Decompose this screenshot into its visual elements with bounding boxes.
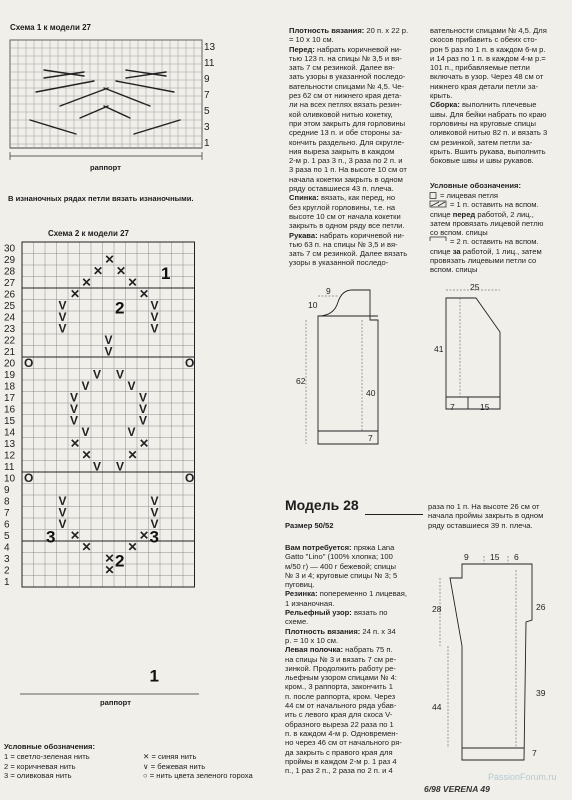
text-line: вательности спицами № 4,5. Для bbox=[430, 26, 547, 35]
dimension-label: 9 bbox=[464, 552, 469, 562]
row-number: 25 bbox=[4, 301, 16, 312]
text-line: Резинка: попеременно 1 лицевая, bbox=[285, 589, 407, 599]
text-line: Gatto "Lino" (100% хлопка; 100 bbox=[285, 552, 393, 562]
legend-line: = 1 п. оставить на вспом. bbox=[450, 200, 539, 210]
dimension-label: 26 bbox=[536, 602, 546, 612]
row-number: 11 bbox=[204, 58, 215, 69]
legend-line: спице за работой, 1 лиц., затем bbox=[430, 246, 542, 256]
dimension-label: 28 bbox=[432, 604, 442, 614]
legend-item: 1 = светло-зеленая нить bbox=[4, 752, 90, 761]
text-line: боковые швы и швы рукавов. bbox=[430, 156, 534, 166]
text-line: проймы в каждом 2-м р. 1 раз 4 bbox=[285, 756, 397, 766]
scheme2-title: Схема 2 к модели 27 bbox=[48, 229, 129, 238]
row-number: 16 bbox=[4, 404, 16, 416]
v-symbol-icon: V bbox=[150, 505, 159, 520]
legend-line: спице перед работой, 2 лиц., bbox=[430, 209, 534, 219]
scheme1-rapport: раппорт bbox=[90, 163, 121, 172]
x-symbol-icon: ✕ bbox=[70, 287, 81, 301]
dimension-label: 7 bbox=[532, 748, 537, 758]
dimension-label: 6 bbox=[514, 552, 519, 562]
scheme1-chart bbox=[8, 36, 230, 174]
circle-symbol-icon: O bbox=[24, 471, 34, 485]
row-number: 13 bbox=[204, 42, 216, 53]
text-line: вательности спицами № 4,5. Че- bbox=[289, 81, 404, 91]
page-number: 6/98 VERENA 49 bbox=[424, 784, 490, 794]
v-symbol-icon: V bbox=[150, 298, 159, 313]
dimension-label: 62 bbox=[296, 376, 306, 386]
text-line: № 3 и 4; круговые спицы № 3; 5 bbox=[285, 570, 398, 580]
text-line: Спинка: вязать, как перед, но bbox=[289, 193, 396, 203]
dimension-label: 15 bbox=[490, 552, 500, 562]
col2-text bbox=[289, 26, 408, 268]
legend-left bbox=[4, 752, 90, 781]
col3-text bbox=[430, 26, 547, 165]
model28-size: Размер 50/52 bbox=[285, 521, 334, 530]
x-symbol-icon: ✕ bbox=[81, 540, 92, 554]
v-symbol-icon: V bbox=[150, 310, 159, 324]
text-line: да закрыть с правого края для bbox=[285, 747, 393, 757]
v-symbol-icon: V bbox=[139, 402, 148, 416]
text-line: образного выреза 22 раза по 1 bbox=[285, 719, 394, 729]
text-line: льефным узором спицами № 4: bbox=[285, 673, 397, 683]
text-line: кром., 3 раппорта, закончить 1 bbox=[285, 682, 393, 692]
v-symbol-icon: V bbox=[116, 367, 125, 382]
text-line: тью 63 п. на спицы № 3,5 и вя- bbox=[289, 239, 398, 249]
text-line: 3 раза по 1 п. На высоте 10 см от bbox=[289, 165, 407, 175]
legend-item: 3 = оливковая нить bbox=[4, 771, 72, 780]
text-line: 2-м р. 1 раз 3 п., 3 раза по 2 п. и bbox=[289, 156, 403, 166]
text-line: Левая полочка: набрать 75 п. bbox=[285, 645, 393, 655]
v-symbol-icon: V bbox=[104, 333, 113, 347]
x-symbol-icon: ✕ bbox=[116, 264, 127, 278]
x-symbol-icon: ✕ bbox=[81, 275, 92, 290]
text-line: начала проймы закрыть в одном bbox=[428, 511, 544, 521]
row-number: 2 bbox=[4, 565, 10, 577]
x-symbol-icon: ✕ bbox=[104, 252, 115, 267]
text-line: рон 5 раз по 1 п. в каждом 6-м р. bbox=[430, 44, 546, 54]
text-line: зать 7 см резинкой. Далее вязать bbox=[289, 249, 408, 259]
v-symbol-icon: V bbox=[58, 505, 67, 520]
text-line: кончить раздельно. Для скругле- bbox=[289, 137, 405, 147]
v-symbol-icon: V bbox=[127, 379, 136, 393]
text-line: скосов прибавить с обеих сто- bbox=[430, 35, 538, 45]
row-number: 13 bbox=[4, 439, 16, 450]
text-line: см резинкой, затем петли за- bbox=[430, 137, 533, 147]
row-number: 3 bbox=[204, 122, 210, 133]
legend-item: 2 = коричневая нить bbox=[4, 761, 76, 771]
row-number: 4 bbox=[4, 542, 10, 554]
row-number: 1 bbox=[4, 577, 10, 588]
text-line: схеме. bbox=[285, 617, 309, 627]
x-symbol-icon: ✕ bbox=[139, 436, 150, 451]
col3-legend-title: Условные обозначения: bbox=[430, 181, 522, 190]
text-line: м/50 г) — 400 г бежевой; спицы bbox=[285, 561, 396, 571]
text-line: 1 изнаночная. bbox=[285, 598, 335, 608]
v-symbol-icon: V bbox=[116, 459, 125, 474]
v-symbol-icon: V bbox=[58, 517, 67, 531]
x-symbol-icon: ✕ bbox=[139, 287, 150, 301]
text-line: пуговиц. bbox=[285, 580, 315, 590]
row-number: 5 bbox=[204, 106, 210, 117]
text-line: = 10 х 10 см. bbox=[289, 35, 334, 45]
text-line: ряду оставшиеся 43 п. плеча. bbox=[289, 184, 394, 194]
v-symbol-icon: V bbox=[139, 413, 148, 428]
text-line: п. после раппорта, кром. Через bbox=[285, 691, 396, 701]
scheme1-note: В изнаночных рядах петли вязать изнаночными. bbox=[8, 194, 194, 203]
row-number: 9 bbox=[204, 74, 210, 85]
x-symbol-icon: ✕ bbox=[104, 563, 115, 577]
circle-symbol-icon: ○ bbox=[143, 771, 148, 780]
v-symbol-icon: V bbox=[70, 390, 79, 405]
text-line: тью 123 п. на спицы № 3,5 и вя- bbox=[289, 53, 402, 63]
row-number: 24 bbox=[4, 312, 16, 324]
legend-line: со вспом. спицы bbox=[430, 228, 488, 238]
text-line: 44 см от начального ряда убав- bbox=[285, 701, 397, 711]
row-number: 19 bbox=[4, 370, 16, 381]
color-label: 2 bbox=[115, 551, 125, 571]
text-line: р. = 10 х 10 см. bbox=[285, 635, 339, 645]
row-number: 7 bbox=[4, 508, 10, 519]
text-line: закрыть в одном ряду все петли. bbox=[289, 221, 405, 231]
text-line: оливковой нитью 82 п. и вязать 3 bbox=[430, 128, 548, 138]
row-number: 14 bbox=[4, 427, 16, 439]
text-line: начала кокетки закрыть в одном bbox=[289, 174, 403, 184]
legend-right bbox=[143, 752, 253, 781]
v-symbol-icon: V bbox=[150, 321, 159, 336]
x-symbol-icon: ✕ bbox=[81, 448, 92, 462]
text-line: высоте 10 см от начала кокетки bbox=[289, 211, 401, 221]
v-symbol-icon: V bbox=[70, 402, 79, 416]
text-line: включать в узор. Через 48 см от bbox=[430, 72, 544, 82]
color-label: 1 bbox=[161, 264, 171, 283]
v-symbol-icon: ∨ bbox=[143, 761, 149, 771]
scheme2-rapport: раппорт bbox=[100, 698, 131, 707]
v-symbol-icon: V bbox=[93, 367, 102, 382]
dimension-label: 25 bbox=[470, 284, 480, 292]
row-number: 7 bbox=[204, 90, 210, 101]
text-line: Сборка: выполнить плечевые bbox=[430, 100, 537, 110]
text-line: Плотность вязания: 20 п. х 22 р. bbox=[289, 26, 409, 35]
legend-title: Условные обозначения: bbox=[4, 742, 96, 751]
text-line: нижнего края детали петли за- bbox=[430, 81, 539, 91]
color-label: 1 bbox=[149, 666, 159, 686]
x-symbol-icon: ✕ bbox=[70, 528, 81, 543]
text-line: средние 13 п. и обе стороны за- bbox=[289, 128, 403, 138]
pattern-model27 bbox=[296, 284, 536, 456]
text-line: крыть. bbox=[430, 91, 453, 101]
pattern-model28 bbox=[428, 550, 558, 765]
v-symbol-icon: V bbox=[58, 298, 67, 313]
scheme2-chart bbox=[4, 240, 216, 720]
row-number: 27 bbox=[4, 278, 16, 289]
text-line: зать узоры в указанной последо- bbox=[289, 72, 406, 82]
model28-col3-text bbox=[428, 502, 543, 530]
row-number: 30 bbox=[4, 243, 16, 255]
row-number: 12 bbox=[4, 450, 16, 462]
v-symbol-icon: V bbox=[70, 413, 79, 428]
knit-stitch-icon bbox=[430, 193, 436, 199]
v-symbol-icon: V bbox=[81, 379, 90, 393]
row-number: 6 bbox=[4, 519, 10, 531]
x-symbol-icon: ✕ bbox=[127, 275, 138, 290]
text-line: раза по 1 п. На высоте 26 см от bbox=[428, 502, 540, 511]
dimension-label: 41 bbox=[434, 344, 444, 354]
row-number: 23 bbox=[4, 324, 16, 335]
v-symbol-icon: V bbox=[93, 459, 102, 474]
text-line: зинкой. Продолжить работу ре- bbox=[285, 663, 396, 673]
x-symbol-icon: ✕ bbox=[93, 264, 104, 278]
circle-symbol-icon: O bbox=[185, 471, 195, 485]
dimension-label: 39 bbox=[536, 688, 546, 698]
scheme1-title: Схема 1 к модели 27 bbox=[10, 23, 91, 32]
text-line: без круглой горловины, т.е. на bbox=[289, 202, 396, 212]
row-number: 29 bbox=[4, 255, 16, 266]
dimension-label: 15 bbox=[480, 402, 490, 412]
text-line: и 14 раз по 1 п. в каждом 4-м р.= bbox=[430, 53, 546, 63]
text-line: на спицы № 3 и вязать 7 см ре- bbox=[285, 654, 397, 664]
dimension-label: 7 bbox=[368, 433, 373, 443]
row-number: 15 bbox=[4, 416, 16, 427]
legend-line: провязать лицевыми петли со bbox=[430, 256, 537, 266]
dimension-label: 9 bbox=[326, 286, 331, 296]
legend-symbols bbox=[429, 191, 449, 241]
color-label: 2 bbox=[115, 298, 125, 318]
text-line: ния выреза закрыть в каждом bbox=[289, 146, 395, 156]
legend-item: = нить цвета зеленого гороха bbox=[149, 771, 253, 780]
legend-line: = 2 п. оставить на вспом. bbox=[450, 237, 539, 247]
v-symbol-icon: V bbox=[58, 494, 67, 508]
v-symbol-icon: V bbox=[58, 321, 67, 336]
text-line: рез 62 см от нижнего края дета- bbox=[289, 91, 402, 101]
model28-text bbox=[285, 543, 407, 775]
title-rule bbox=[365, 514, 423, 515]
legend-line: вспом. спицы bbox=[430, 265, 478, 275]
dimension-label: 40 bbox=[366, 388, 376, 398]
x-symbol-icon: ✕ bbox=[139, 528, 150, 543]
row-number: 18 bbox=[4, 381, 16, 393]
legend-item: = бежевая нить bbox=[150, 761, 206, 771]
text-line: Перед: набрать коричневой ни- bbox=[289, 44, 402, 54]
v-symbol-icon: V bbox=[104, 344, 113, 359]
v-symbol-icon: V bbox=[127, 425, 136, 439]
x-symbol-icon: ✕ bbox=[70, 436, 81, 451]
row-number: 1 bbox=[204, 138, 210, 149]
row-number: 10 bbox=[4, 473, 16, 485]
row-number: 21 bbox=[4, 347, 16, 358]
text-line: Рукава: набрать коричневой ни- bbox=[289, 230, 405, 240]
text-line: ли на всех петлях вязать резин- bbox=[289, 100, 402, 110]
cable-front-icon bbox=[430, 201, 446, 207]
row-number: 8 bbox=[4, 496, 10, 508]
x-symbol-icon: ✕ bbox=[127, 540, 138, 554]
text-line: ряду оставшиеся 39 п. плеча. bbox=[428, 520, 533, 530]
dimension-label: 10 bbox=[308, 300, 318, 310]
text-line: узоры в указанной последо- bbox=[289, 258, 389, 268]
model28-title: Модель 28 bbox=[285, 497, 359, 513]
color-label: 3 bbox=[149, 527, 159, 547]
dimension-label: 7 bbox=[450, 402, 455, 412]
row-number: 9 bbox=[4, 485, 10, 496]
text-line: 101 п., прибавляемые петли bbox=[430, 63, 530, 73]
row-number: 5 bbox=[4, 531, 10, 542]
text-line: ить с левого края для скоса V- bbox=[285, 710, 393, 720]
cable-back-icon bbox=[430, 237, 446, 241]
legend-line: = лицевая петля bbox=[440, 191, 499, 200]
circle-symbol-icon: O bbox=[185, 356, 195, 370]
text-line: зать 7 см резинкой. Далее вя- bbox=[289, 63, 395, 73]
dimension-label: 44 bbox=[432, 702, 442, 712]
v-symbol-icon: V bbox=[81, 425, 90, 439]
x-symbol-icon: ✕ bbox=[143, 752, 150, 761]
x-symbol-icon: ✕ bbox=[127, 448, 138, 462]
circle-symbol-icon: O bbox=[24, 356, 34, 370]
row-number: 20 bbox=[4, 358, 16, 370]
text-line: крыть. Вшить рукава, выполнить bbox=[430, 146, 546, 156]
row-number: 17 bbox=[4, 393, 16, 404]
color-label: 3 bbox=[46, 527, 56, 547]
row-number: 3 bbox=[4, 554, 10, 565]
text-line: п. в каждом 4-м р. Одновремен- bbox=[285, 728, 399, 738]
v-symbol-icon: V bbox=[150, 517, 159, 531]
text-line: швы. Для бейки набрать по краю bbox=[430, 109, 547, 119]
row-number: 22 bbox=[4, 335, 16, 347]
text-line: кой оливковой нитью кокетку, bbox=[289, 109, 393, 119]
text-line: но через 46 см от начального ря- bbox=[285, 738, 402, 748]
v-symbol-icon: V bbox=[150, 494, 159, 508]
row-number: 26 bbox=[4, 289, 16, 301]
row-number: 28 bbox=[4, 266, 16, 278]
watermark: PassionForum.ru bbox=[488, 772, 557, 782]
v-symbol-icon: V bbox=[58, 310, 67, 324]
text-line: Рельефный узор: вязать по bbox=[285, 608, 388, 618]
text-line: горловины на круговые спицы bbox=[430, 118, 536, 128]
text-line: при этом закрыть для горловины bbox=[289, 118, 406, 128]
legend-line: затем провязать лицевой петлю bbox=[430, 218, 544, 228]
v-symbol-icon: V bbox=[139, 390, 148, 405]
legend-item: = синяя нить bbox=[151, 752, 197, 761]
text-line: Вам потребуется: пряжа Lana bbox=[285, 543, 395, 552]
text-line: Плотность вязания: 24 п. х 34 bbox=[285, 626, 396, 636]
row-number: 11 bbox=[4, 462, 15, 473]
text-line: п., 1 раз 2 п., 2 раза по 2 п. и 4 bbox=[285, 766, 393, 776]
x-symbol-icon: ✕ bbox=[104, 551, 115, 566]
